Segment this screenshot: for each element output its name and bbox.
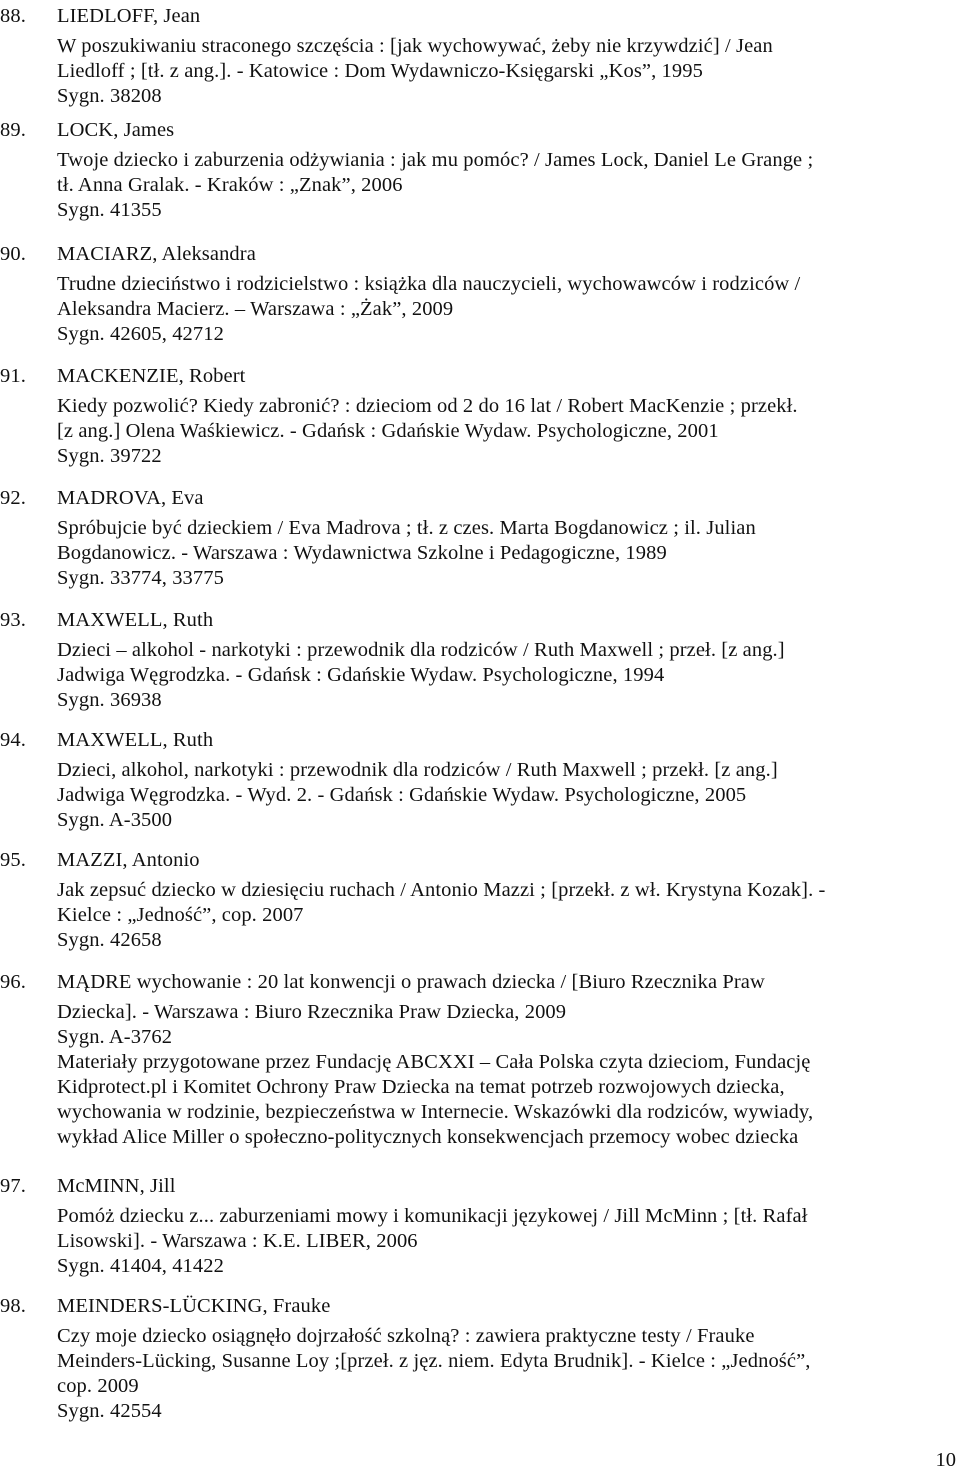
entry-text <box>57 1294 937 1424</box>
entry-number: 95. <box>0 849 26 871</box>
entry-line: Liedloff ; [tł. z ang.]. - Katowice : Dom Wydawniczo-Księgarski „Kos”, 1995 <box>57 60 703 82</box>
entry-line: wykład Alice Miller o społeczno-politycznych konsekwencjach przemocy wobec dziecka <box>57 1126 799 1148</box>
entry-line: Sygn. 36938 <box>57 689 162 711</box>
entry-line: Sygn. 42605, 42712 <box>57 323 224 345</box>
entry-number: 98. <box>0 1295 26 1317</box>
entry-heading: LIEDLOFF, Jean <box>57 5 201 27</box>
entry-line: Sygn. 39722 <box>57 445 162 467</box>
entry-line: Trudne dzieciństwo i rodzicielstwo : książka dla nauczycieli, wychowawców i rodziców / <box>57 273 801 295</box>
entry-line: Pomóż dziecku z... zaburzeniami mowy i komunikacji językowej / Jill McMinn ; [tł. Rafał <box>57 1205 808 1227</box>
entry-heading: MADROVA, Eva <box>57 487 204 509</box>
entry-line: Sygn. A-3762 <box>57 1026 173 1048</box>
entry-line: Jak zepsuć dziecko w dziesięciu ruchach / Antonio Mazzi ; [przekł. z wł. Krystyna Kozak]. - <box>57 879 826 901</box>
entry-line: Bogdanowicz. - Warszawa : Wydawnictwa Szkolne i Pedagogiczne, 1989 <box>57 542 667 564</box>
entry-text <box>57 970 937 1150</box>
entry-number: 97. <box>0 1175 26 1197</box>
entry-line: cop. 2009 <box>57 1375 139 1397</box>
entry-line: Materiały przygotowane przez Fundację ABCXXI – Cała Polska czyta dzieciom, Fundację <box>57 1051 811 1073</box>
entry-number: 93. <box>0 609 26 631</box>
entry-heading: MACIARZ, Aleksandra <box>57 243 256 265</box>
entry-heading: MAZZI, Antonio <box>57 849 200 871</box>
entry-heading: MAXWELL, Ruth <box>57 609 214 631</box>
entry-heading: LOCK, James <box>57 119 175 141</box>
entry-line: [z ang.] Olena Waśkiewicz. - Gdańsk : Gdańskie Wydaw. Psychologiczne, 2001 <box>57 420 719 442</box>
entry-number: 91. <box>0 365 26 387</box>
entry-line: Jadwiga Węgrodzka. - Wyd. 2. - Gdańsk : Gdańskie Wydaw. Psychologiczne, 2005 <box>57 784 747 806</box>
entry-line: Sygn. 42554 <box>57 1400 162 1422</box>
entry-text <box>57 242 937 347</box>
entry-text <box>57 728 937 833</box>
entry-text <box>57 848 937 953</box>
entry-line: Dzieci – alkohol - narkotyki : przewodnik dla rodziców / Ruth Maxwell ; przeł. [z ang.] <box>57 639 785 661</box>
entry-line: Czy moje dziecko osiągnęło dojrzałość szkolną? : zawiera praktyczne testy / Frauke <box>57 1325 755 1347</box>
entry-line: Spróbujcie być dzieckiem / Eva Madrova ; tł. z czes. Marta Bogdanowicz ; il. Julian <box>57 517 756 539</box>
entry-line: W poszukiwaniu straconego szczęścia : [jak wychowywać, żeby nie krzywdzić] / Jean <box>57 35 773 57</box>
entry-line: Sygn. 41404, 41422 <box>57 1255 224 1277</box>
entry-line: Sygn. 42658 <box>57 929 162 951</box>
entry-line: Kielce : „Jedność”, cop. 2007 <box>57 904 304 926</box>
entry-line: wychowania w rodzinie, bezpieczeństwa w Internecie. Wskazówki dla rodziców, wywiady, <box>57 1101 814 1123</box>
entry-line: Sygn. 41355 <box>57 199 162 221</box>
entry-heading: MEINDERS-LÜCKING, Frauke <box>57 1295 331 1317</box>
entry-line: Sygn. A-3500 <box>57 809 173 831</box>
entry-text <box>57 608 937 713</box>
entry-line: Kidprotect.pl i Komitet Ochrony Praw Dziecka na temat potrzeb rozwojowych dziecka, <box>57 1076 785 1098</box>
entry-line: tł. Anna Gralak. - Kraków : „Znak”, 2006 <box>57 174 403 196</box>
entry-number: 88. <box>0 5 26 27</box>
entry-text <box>57 486 937 591</box>
entry-text <box>57 118 937 223</box>
entry-number: 96. <box>0 971 26 993</box>
entry-number: 90. <box>0 243 26 265</box>
entry-text <box>57 4 937 109</box>
page-number: 10 <box>935 1449 956 1471</box>
entry-line: Jadwiga Węgrodzka. - Gdańsk : Gdańskie Wydaw. Psychologiczne, 1994 <box>57 664 665 686</box>
entry-number: 92. <box>0 487 26 509</box>
entry-line: Dzieci, alkohol, narkotyki : przewodnik dla rodziców / Ruth Maxwell ; przekł. [z ang.] <box>57 759 778 781</box>
entry-line: Twoje dziecko i zaburzenia odżywiania : jak mu pomóc? / James Lock, Daniel Le Grange ; <box>57 149 814 171</box>
entry-line: Sygn. 38208 <box>57 85 162 107</box>
entry-text <box>57 364 937 469</box>
entry-line: Kiedy pozwolić? Kiedy zabronić? : dzieciom od 2 do 16 lat / Robert MacKenzie ; przekł. <box>57 395 798 417</box>
entry-line: Sygn. 33774, 33775 <box>57 567 224 589</box>
entry-heading: MĄDRE wychowanie : 20 lat konwencji o prawach dziecka / [Biuro Rzecznika Praw <box>57 971 765 993</box>
entry-line: Dziecka]. - Warszawa : Biuro Rzecznika Praw Dziecka, 2009 <box>57 1001 567 1023</box>
entry-heading: MAXWELL, Ruth <box>57 729 214 751</box>
entry-text <box>57 1174 937 1279</box>
entry-number: 89. <box>0 119 26 141</box>
entry-number: 94. <box>0 729 26 751</box>
entry-heading: McMINN, Jill <box>57 1175 176 1197</box>
entry-line: Meinders-Lücking, Susanne Loy ;[przeł. z jęz. niem. Edyta Brudnik]. - Kielce : „Jedność”, <box>57 1350 811 1372</box>
entry-heading: MACKENZIE, Robert <box>57 365 246 387</box>
entry-line: Lisowski]. - Warszawa : K.E. LIBER, 2006 <box>57 1230 418 1252</box>
entry-line: Aleksandra Macierz. – Warszawa : „Żak”, 2009 <box>57 298 454 320</box>
